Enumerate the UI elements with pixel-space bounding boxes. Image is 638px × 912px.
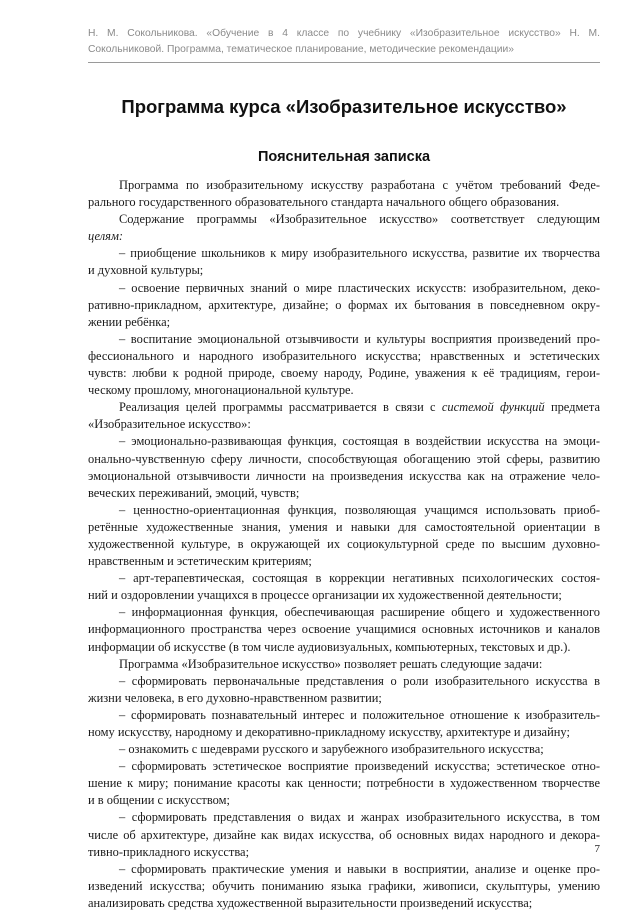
text-line: Реализация целей программы рассматривается в связи с системой функций предмета [119, 400, 600, 415]
text-line: ному искусству, народному и декоративно-прикладному искусству, архитектуре и дизайну; [88, 725, 570, 739]
text-line: анализировать средства художественной выразительности произведений искусства; [88, 895, 533, 910]
text-line: – сформировать эстетическое восприятие произведений искусства; эстетическое отно- [119, 759, 600, 774]
text-line: – воспитание эмоциональной отзывчивости и культуры восприятия произведений про- [119, 331, 600, 346]
text-line: ретённые художественные знания, умения и навыки для самостоятельной ориентации в [88, 519, 600, 534]
text-line: жизни человека, в его духовно-нравственном развитии; [88, 690, 382, 705]
text-line: Содержание программы «Изобразительное искусство» соответствует следующим [119, 212, 600, 227]
text-line: – ценностно-ориентационная функция, позволяющая учащимся использовать приоб- [119, 502, 600, 517]
text-line: фессионального и народного изобразительного искусства; нравственных и эстетических [88, 348, 600, 363]
text-line: жении ребёнка; [88, 314, 171, 329]
text-line: и в общении с искусством; [88, 793, 230, 808]
text-line: чувств: любви к родной природе, своему народу, Родине, уважения к её традициям, герои- [88, 366, 600, 381]
text-line: ративно-прикладном, архитектуре, дизайне; о формах их бытования в повседневном окру- [88, 297, 600, 312]
text-line: числе об архитектуре, дизайне как видах искусства, об основных видах народного и декора- [88, 827, 600, 842]
text-line: Программа «Изобразительное искусство» позволяет решать следующие задачи: [119, 656, 543, 671]
text-line: – освоение первичных знаний о мире пластических искусств: изобразительном, деко- [119, 280, 600, 295]
text-line: – сформировать практические умения и навыки в восприятии, анализе и оценке про- [119, 861, 600, 876]
text-line: Программа по изобразительному искусству разработана с учётом требований Феде- [119, 178, 600, 192]
section-heading: Пояснительная записка [257, 149, 431, 165]
text-line: – эмоционально-развивающая функция, состоящая в воздействии искусства на эмоци- [119, 434, 600, 449]
header-divider [88, 62, 600, 63]
document-title: Программа курса «Изобразительное искусство» [121, 96, 567, 117]
text-line: онально-чувственную сферу личности, способствующая обогащению этой сферы, развитию [88, 451, 600, 466]
text-line: ческому прошлому, многонациональной культуре. [88, 383, 354, 398]
text-line: – сформировать первоначальные представления о роли изобразительного искусства в [119, 673, 600, 688]
text-line: шение к миру; понимание красоты как ценности; потребности в художественном творчестве [88, 776, 600, 791]
page-number: 7 [594, 843, 600, 855]
text-line: информации об искусстве (в том числе аудиовизуальных, компьютерных, текстовых и др.). [88, 639, 571, 654]
text-line: – сформировать представления о видах и жанрах изобразительного искусства, в том [119, 810, 600, 825]
text-line: – ознакомить с шедеврами русского и зарубежного изобразительного искусства; [119, 742, 544, 757]
text-line: художественной культуре, в окружающей их социокультурной среде по высшим духовно- [88, 536, 600, 551]
body-text [88, 177, 600, 912]
text-line: изведений искусства; обучить пониманию языка графики, живописи, скульптуры, умению [88, 878, 600, 893]
text-line: – сформировать познавательный интерес и положительное отношение к изобразитель- [119, 707, 600, 722]
text-line: эмоциональной отзывчивости личности на произведения искусства как на отражение чело- [88, 468, 600, 483]
text-line: веческих переживаний, эмоций, чувств; [88, 485, 300, 500]
text-line: нравственным и эстетическим критериям; [88, 554, 312, 569]
text-line: информационного пространства через освоение учащимися основных источников и каналов [88, 622, 600, 637]
text-line: ний и оздоровлении учащихся в процессе организации их художественной деятельности; [88, 588, 562, 603]
text-line: «Изобразительное искусство»: [88, 417, 251, 432]
text-line: – приобщение школьников к миру изобразительного искусства, развитие их творчества [119, 246, 600, 261]
text-line: тивно-прикладного искусства; [88, 844, 250, 859]
text-line: рального государственного образовательного стандарта начального общего образования. [88, 195, 560, 210]
text-line: – арт-терапевтическая, состоящая в коррекции негативных психологических состоя- [119, 571, 600, 586]
running-header: Н. М. Сокольникова. «Обучение в 4 классе по учебнику «Изобразительное искусство» Н. М. Сокольниковой. Программа, тематическое планирование, методические рекомендации» [88, 28, 600, 55]
text-line: целям: [88, 229, 124, 244]
text-line: и духовной культуры; [88, 263, 204, 278]
text-line: – информационная функция, обеспечивающая расширение общего и художественного [119, 605, 600, 620]
